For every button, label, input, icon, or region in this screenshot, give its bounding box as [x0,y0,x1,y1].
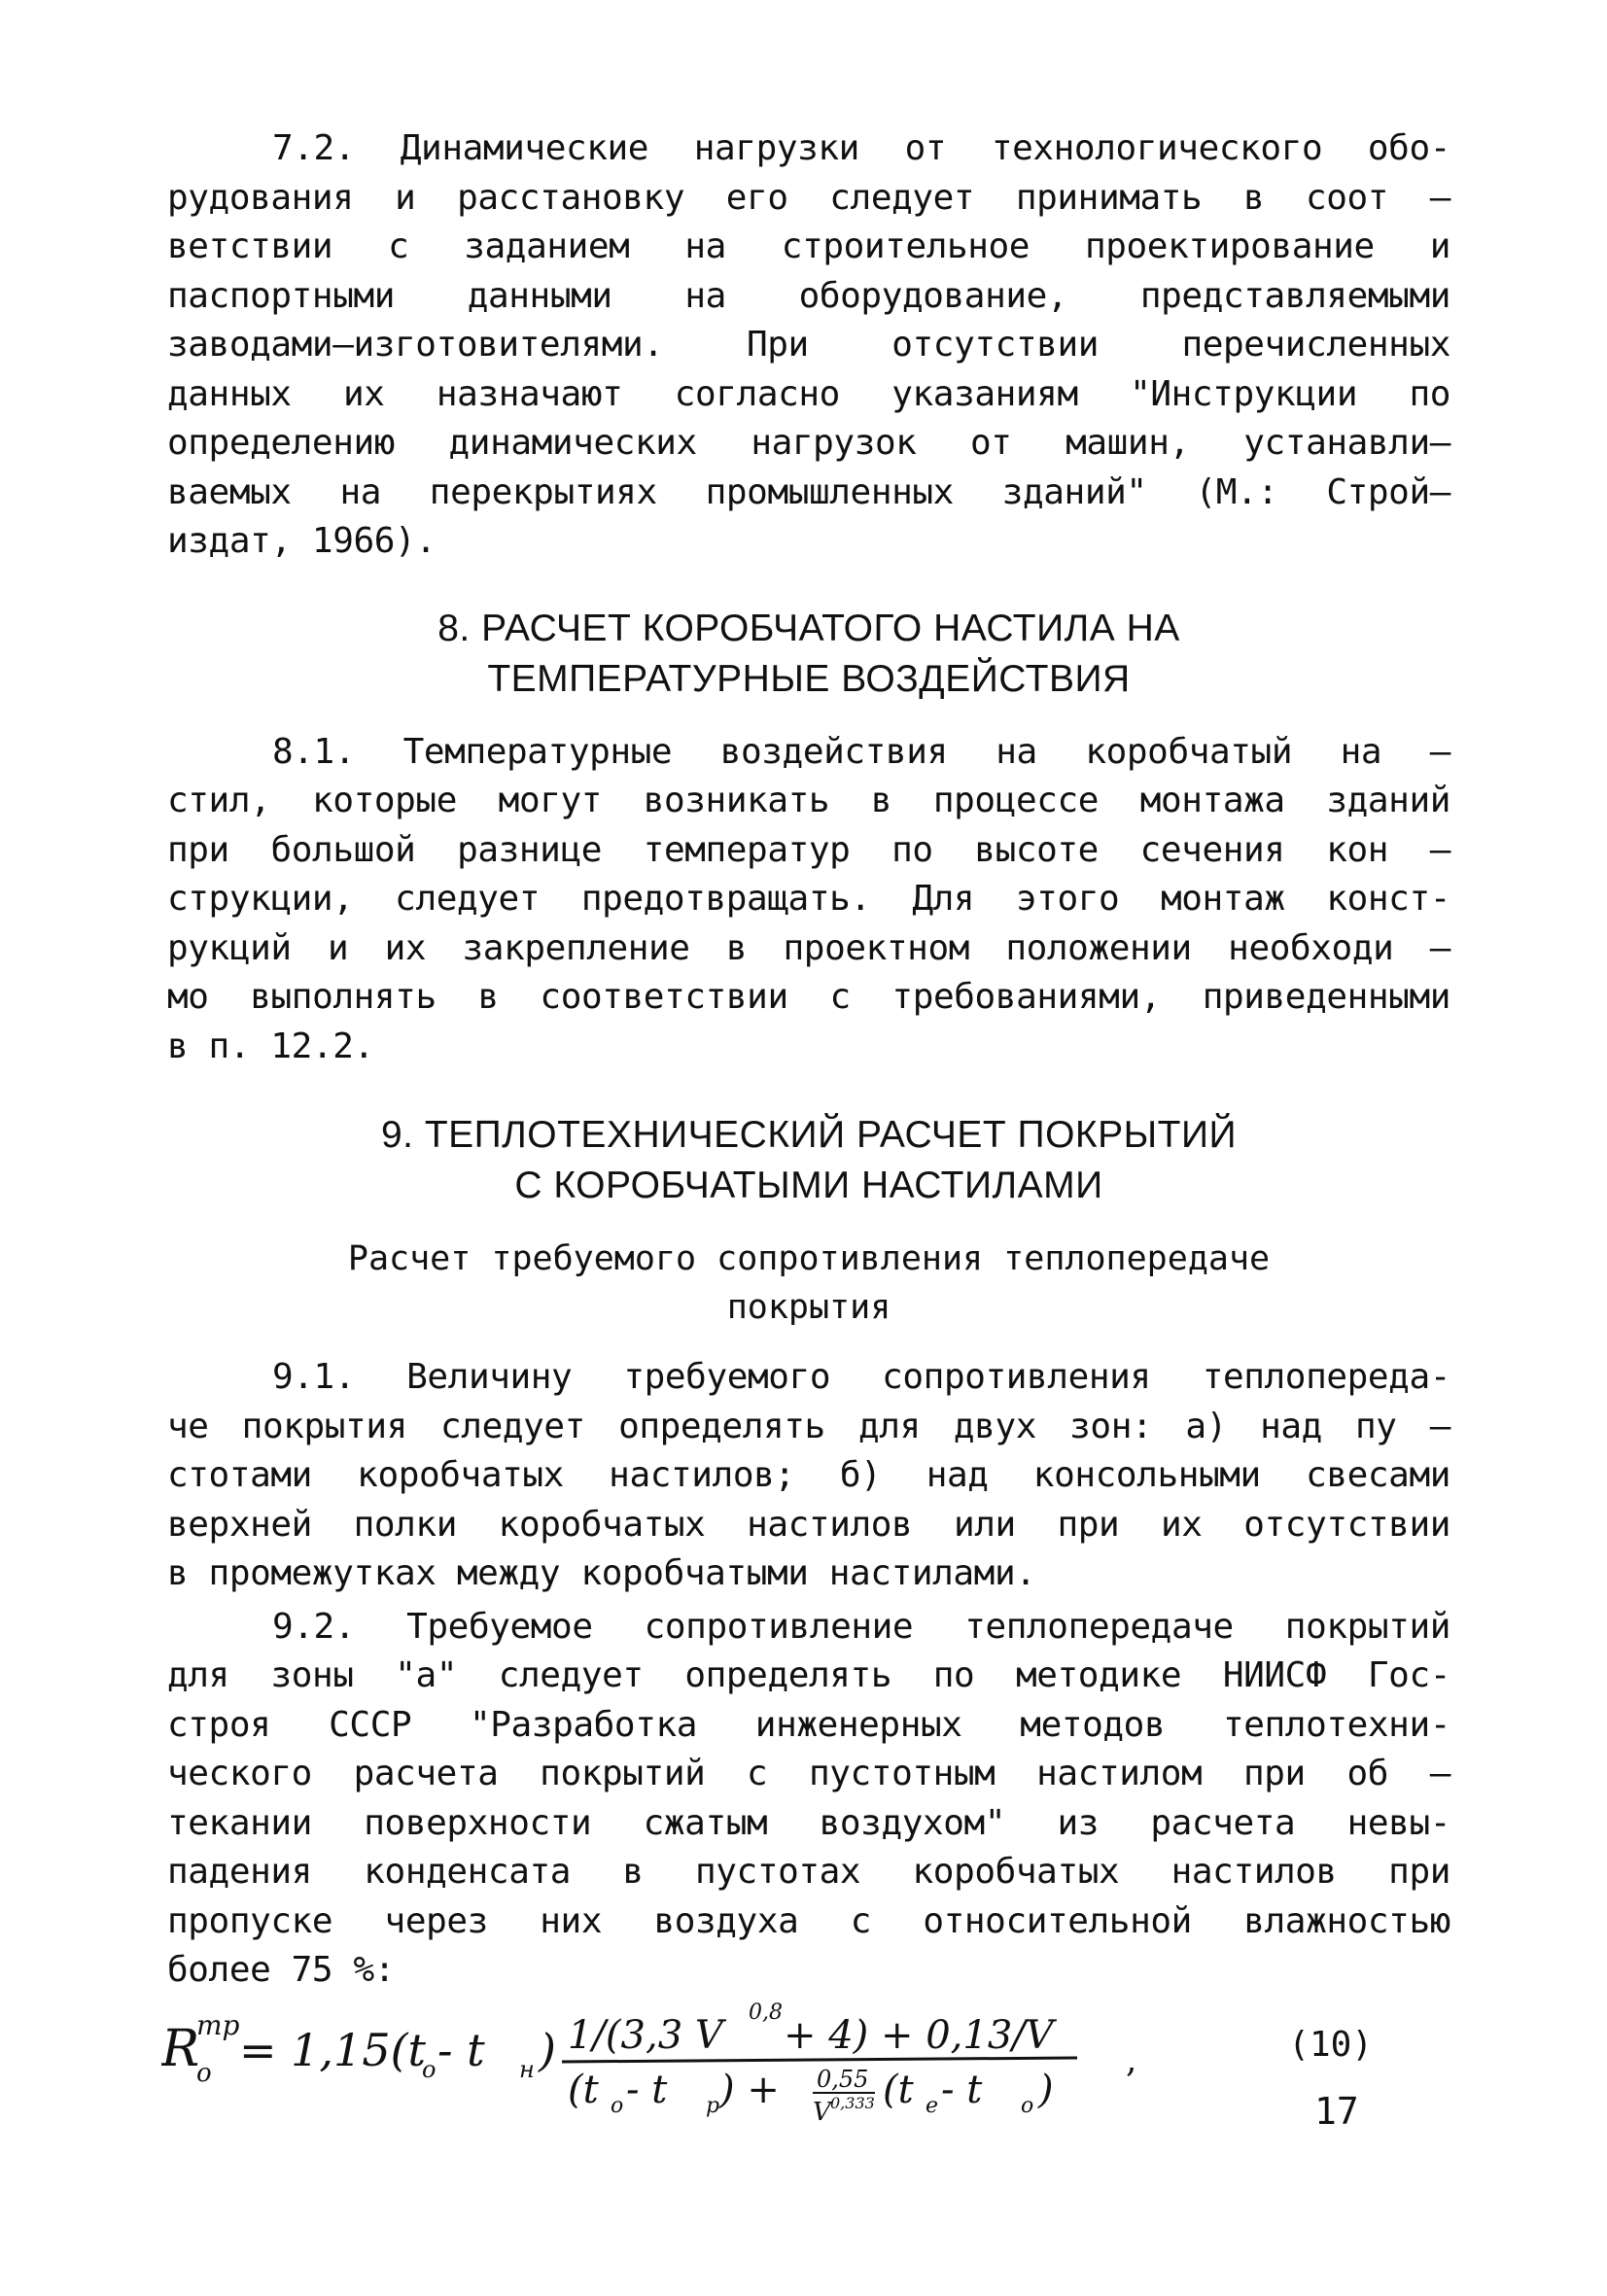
paragraph-9-1 [167,1353,1450,1599]
text-line: че покрытия следует определять для двух зон: а) над пу – [167,1406,1450,1446]
section-9-heading [167,1110,1450,1211]
text-line: стотами коробчатых настилов; б) над консольными свесами [167,1455,1450,1495]
formula-number: (10) [1288,2024,1373,2065]
text-line: рудования и расстановку его следует принимать в соот – [167,177,1450,218]
text-line: при большой разнице температур по высоте сечения кон – [167,829,1450,870]
formula-small-frac-num: 0,55 [817,2065,869,2093]
paragraph-9-2 [167,1603,1450,1996]
formula-numerator-exp: 0,8 [749,2000,783,2025]
text-line: издат, 1966). [167,521,437,561]
formula-den-sub-e: е [926,2093,939,2118]
formula-small-frac-den-exp: 0,333 [830,2093,875,2112]
formula-numerator-tail: + 4) + 0,13/V [784,2012,1054,2058]
formula-lhs-symbol: R [161,2019,200,2078]
formula-den-plus: ) + [719,2067,780,2112]
text-line: ветствии с заданием на строительное проектирование и [167,226,1450,266]
document-page [161,124,1450,2126]
text-line: паспортными данными на оборудование, представляемыми [167,275,1450,316]
section-8-heading [167,604,1450,705]
formula-small-frac-den: V [813,2097,831,2126]
formula-coef: = 1,15(t [239,2023,427,2076]
section-title-line: 9. ТЕПЛОТЕХНИЧЕСКИЙ РАСЧЕТ ПОКРЫТИЙ [380,1114,1238,1156]
formula-lhs-sub: о [196,2058,212,2088]
subsection-heading [167,1235,1450,1332]
formula-lhs-sup: тр [196,2008,240,2041]
formula-comma: , [1126,2039,1137,2080]
handwritten-formula [161,2000,1231,2126]
text-line: стил, которые могут возникать в процессе монтажа зданий [167,781,1450,820]
text-line: 9.2. Требуемое сопротивление теплопередаче покрытий [272,1606,1450,1647]
section-title-line: 8. РАСЧЕТ КОРОБЧАТОГО НАСТИЛА НА [437,607,1180,649]
formula-den-head: (t [568,2067,599,2112]
formula-10 [161,2000,1450,2126]
text-line: определению динамических нагрузок от машин, устанавли– [167,423,1450,463]
text-line: струкции, следует предотвращать. Для этого монтаж конст- [167,879,1450,919]
text-line: ваемых на перекрытиях промышленных зданий" (М.: Строй– [167,471,1450,512]
text-line: заводами–изготовителями. При отсутствии перечисленных [167,325,1450,365]
formula-sub-o: о [422,2055,437,2083]
section-title-line: ТЕМПЕРАТУРНЫЕ ВОЗДЕЙСТВИЯ [487,657,1131,700]
text-line: 7.2. Динамические нагрузки от технологического обо- [272,128,1450,168]
text-line: строя СССР "Разработка инженерных методов теплотехни- [167,1704,1450,1745]
text-line: данных их назначают согласно указаниям "Инструкции по [167,373,1450,414]
paragraph-7-2 [167,124,1450,567]
text-line: рукций и их закрепление в проектном положении необходи – [167,927,1450,968]
formula-den-tail-sub-o: о [1021,2093,1034,2118]
subsection-title-line: покрытия [726,1288,891,1327]
text-line: мо выполнять в соответствии с требованиями, приведенными [167,977,1450,1017]
text-line: 9.1. Величину требуемого сопротивления теплопереда- [272,1357,1450,1397]
section-title-line: С КОРОБЧАТЫМИ НАСТИЛАМИ [514,1165,1103,1206]
text-line: текании поверхности сжатым воздухом" из расчета невы- [167,1802,1450,1843]
text-line: пропуске через них воздуха с относительной влажностью [167,1900,1450,1941]
formula-den-tail-minus: - t [941,2067,983,2112]
text-line: в промежутках между коробчатыми настилами. [167,1553,1036,1593]
text-line: 8.1. Температурные воздействия на коробчатый на – [272,731,1450,772]
formula-den-sub-o: о [611,2093,624,2118]
text-line: более 75 %: [167,1950,396,1990]
subsection-title-line: Расчет требуемого сопротивления теплопередаче [347,1239,1271,1278]
formula-minus-tn: - t [437,2023,485,2076]
formula-den-tail-close: ) [1038,2067,1054,2112]
formula-den-tail: (t [883,2067,914,2112]
page-number: 17 [1314,2090,1359,2133]
paragraph-8-1 [167,728,1450,1072]
formula-den-sub-p: р [706,2093,720,2118]
formula-sub-n: н [519,2055,535,2083]
text-line: ческого расчета покрытий с пустотным настилом при об – [167,1754,1450,1793]
text-line: падения конденсата в пустотах коробчатых настилов при [167,1852,1450,1892]
formula-numerator: 1/(3,3 V [568,2012,723,2058]
text-line: для зоны "а" следует определять по методике НИИСФ Гос- [167,1655,1450,1695]
text-line: верхней полки коробчатых настилов или при их отсутствии [167,1504,1450,1545]
formula-fraction-bar [562,2058,1077,2062]
text-line: в п. 12.2. [167,1026,374,1066]
formula-den-minus: - t [626,2067,668,2112]
formula-paren-close: ) [539,2023,556,2076]
